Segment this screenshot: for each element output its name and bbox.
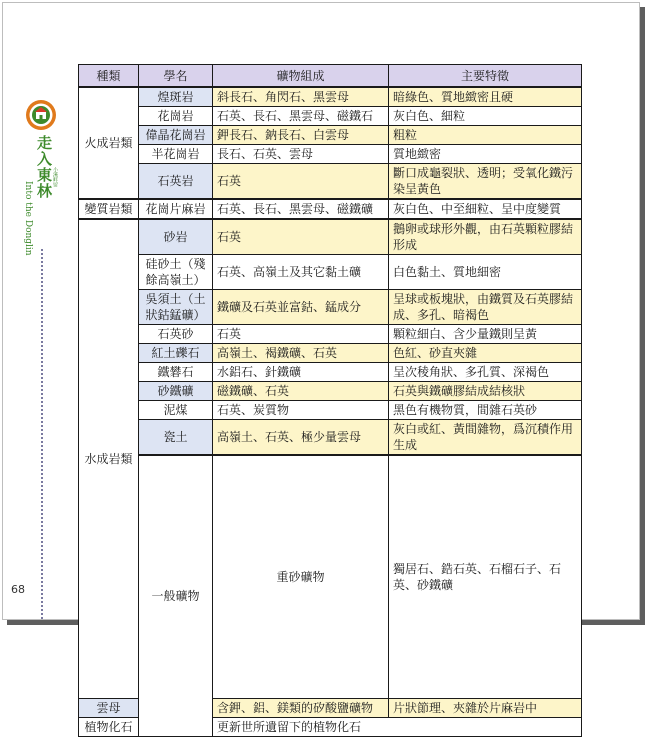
- rock-feature: 片狀節理、夾雜於片麻岩中: [389, 699, 582, 718]
- table-row: [79, 382, 582, 401]
- rock-composition: 石英、長石、黑雲母、磁鐵石: [213, 107, 389, 126]
- rock-name: 石英砂: [139, 325, 213, 344]
- page-number: 68: [11, 583, 25, 596]
- table-row: [79, 401, 582, 420]
- category-general-minerals: 一般礦物: [139, 455, 213, 737]
- rock-name: 煌斑岩: [139, 87, 213, 107]
- rock-feature: 顆粒細白、含少量鐵則呈黃: [389, 325, 582, 344]
- rock-feature: 灰白色、細粒: [389, 107, 582, 126]
- rock-composition: 含鉀、鋁、鎂類的矽酸鹽礦物: [213, 699, 389, 718]
- table-row: [79, 126, 582, 145]
- rock-name: 石英岩: [139, 164, 213, 200]
- rock-name: 鐵礬石: [139, 363, 213, 382]
- rock-composition: 更新世所遺留下的植物化石: [213, 718, 582, 737]
- rock-name: 偉晶花崗岩: [139, 126, 213, 145]
- book-page: [2, 2, 640, 734]
- rock-feature: 色紅、砂直夾雜: [389, 344, 582, 363]
- table-row: [79, 107, 582, 126]
- column-header-type: 種類: [79, 65, 139, 88]
- rock-composition: 鐵礦及石英並富鈷、錳成分: [213, 290, 389, 325]
- rock-name: 砂鐵礦: [139, 382, 213, 401]
- rock-composition: 石英、高嶺土及其它黏土礦: [213, 255, 389, 290]
- column-header-composition: 礦物組成: [213, 65, 389, 88]
- rock-name: 花崗片麻岩: [139, 199, 213, 219]
- rock-feature: 灰白或紅、黃間雜物，爲沉積作用生成: [389, 420, 582, 456]
- chapter-sidebar: [21, 99, 61, 619]
- table-row: [79, 164, 582, 200]
- rock-composition: 石英: [213, 164, 389, 200]
- table-row: [79, 145, 582, 164]
- table-row: [79, 325, 582, 344]
- rock-name: 泥煤: [139, 401, 213, 420]
- rock-composition: 高嶺土、褐鐵礦、石英: [213, 344, 389, 363]
- table-row: [79, 344, 582, 363]
- table-header-row: [79, 65, 582, 88]
- rock-feature: 鵝卵或球形外觀，由石英顆粒膠結形成: [389, 219, 582, 255]
- rock-composition: 水鋁石、針鐵礦: [213, 363, 389, 382]
- table-row: [79, 290, 582, 325]
- rock-composition: 石英: [213, 219, 389, 255]
- rock-composition: 石英、長石、黑雲母、磁鐵礦: [213, 199, 389, 219]
- rock-composition: 石英、炭質物: [213, 401, 389, 420]
- rock-composition: 高嶺土、石英、極少量雲母: [213, 420, 389, 456]
- rock-feature: 石英與鐵礦膠結成結核狀: [389, 382, 582, 401]
- table-row: [79, 363, 582, 382]
- table-row: [79, 87, 582, 107]
- rock-name: 瓷土: [139, 420, 213, 456]
- rock-name: 砂岩: [139, 219, 213, 255]
- rock-name: 重砂礦物: [213, 455, 389, 699]
- column-header-features: 主要特徵: [389, 65, 582, 88]
- rock-feature: 質地緻密: [389, 145, 582, 164]
- table-row: [79, 455, 582, 699]
- chapter-title-english: Into the Donglin: [23, 181, 33, 256]
- rock-feature: 呈次稜角狀、多孔質、深褐色: [389, 363, 582, 382]
- chapter-subtitle: 小溪畔留: [52, 167, 58, 187]
- rock-composition: 鉀長石、鈉長石、白雲母: [213, 126, 389, 145]
- rock-composition: 石英: [213, 325, 389, 344]
- rock-feature: 斷口成龜裂狀、透明；受氧化鐵污染呈黃色: [389, 164, 582, 200]
- rock-composition: 磁鐵礦、石英: [213, 382, 389, 401]
- rock-feature: 白色黏土、質地細密: [389, 255, 582, 290]
- mineral-table: [78, 64, 582, 737]
- table-row: [79, 199, 582, 219]
- table-row: [79, 255, 582, 290]
- rock-name: 花崗岩: [139, 107, 213, 126]
- emblem-logo-icon: [25, 99, 57, 131]
- rock-composition: 長石、石英、雲母: [213, 145, 389, 164]
- table-row: [79, 420, 582, 456]
- rock-name: 硅砂土（殘餘高嶺土）: [139, 255, 213, 290]
- rock-feature: 黑色有機物質，間雜石英砂: [389, 401, 582, 420]
- sidebar-dotted-divider: [41, 249, 43, 619]
- rock-name: 吳須土（土狀鈷錳礦）: [139, 290, 213, 325]
- rock-name: 植物化石: [79, 718, 139, 737]
- rock-composition: 獨居石、鋯石英、石榴石子、石英、砂鐵礦: [389, 455, 582, 699]
- rock-feature: 粗粒: [389, 126, 582, 145]
- column-header-name: 學名: [139, 65, 213, 88]
- rock-feature: 呈球或板塊狀，由鐵質及石英膠結成、多孔、暗褐色: [389, 290, 582, 325]
- table-row: [79, 219, 582, 255]
- rock-feature: 暗綠色、質地緻密且硬: [389, 87, 582, 107]
- rock-composition: 斜長石、角閃石、黑雲母: [213, 87, 389, 107]
- category-igneous: 火成岩類: [79, 87, 139, 199]
- category-metamorphic: 變質岩類: [79, 199, 139, 219]
- rock-name: 半花崗岩: [139, 145, 213, 164]
- rock-name: 雲母: [79, 699, 139, 718]
- rock-name: 紅土礫石: [139, 344, 213, 363]
- rock-feature: 灰白色、中至細粒、呈中度變質: [389, 199, 582, 219]
- chapter-title: 走入東林: [35, 135, 53, 199]
- category-sedimentary: 水成岩類: [79, 219, 139, 699]
